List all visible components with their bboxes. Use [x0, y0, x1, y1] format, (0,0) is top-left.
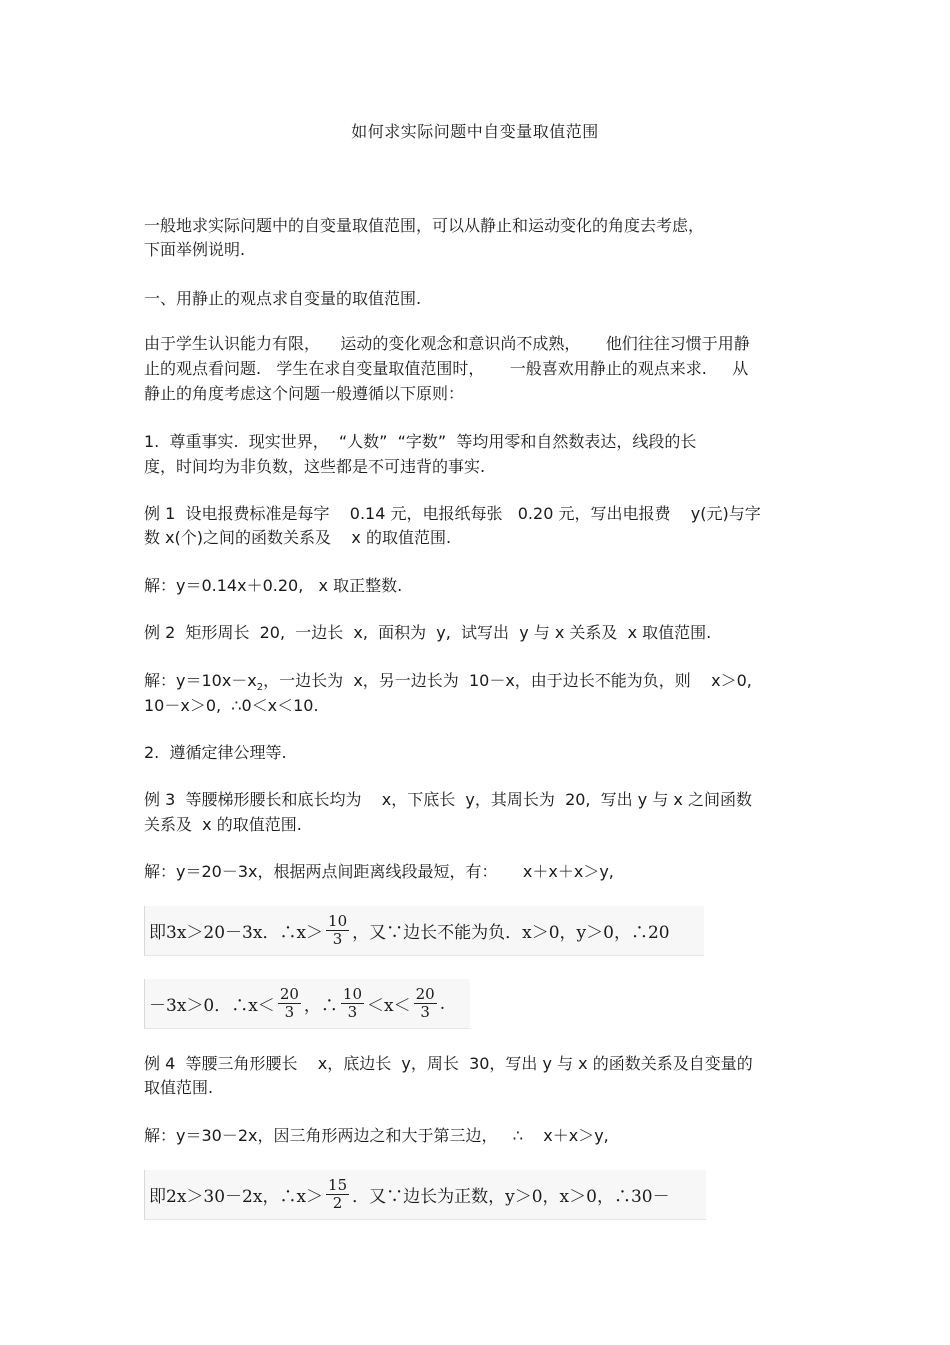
fraction-15-2: $\frac{15}{2}$ [328, 1176, 348, 1212]
math-image-2-text-b: ，∴ [303, 996, 338, 1016]
fraction-10-3-b: $\frac{10}{3}$ [342, 985, 362, 1021]
example2-solution-line-2: 10－x＞0, ∴0＜x＜10. [144, 696, 319, 715]
page-title: 如何求实际问题中自变量取值范围 [351, 122, 599, 141]
example1-line-1: 例 1 设电报费标准是每字 0.14 元，电报纸每张 0.20 元，写出电报费 y(元)与字 [144, 504, 761, 523]
section-heading-1: 一、用静止的观点求自变量的取值范围. [144, 289, 422, 308]
intro-line-2: 下面举例说明. [144, 240, 246, 259]
example2-line-1: 例 2 矩形周长 20, 一边长 x, 面积为 y, 试写出 y 与 x 关系及 x 取值范围. [144, 623, 712, 642]
fraction-20-3-b: $\frac{20}{3}$ [415, 985, 435, 1021]
example2-solution-line-1 [144, 671, 752, 698]
fraction-20-3: $\frac{20}{3}$ [279, 985, 299, 1021]
fraction-10-3: $\frac{10}{3}$ [328, 912, 348, 948]
superscript-exponent: 2 [256, 682, 264, 694]
math-image-3-text-a: 即2x＞30－2x，∴x＞ [149, 1187, 324, 1207]
example2-solution-part-a: 解：y＝10x－x [144, 671, 257, 690]
intro-line-1: 一般地求实际问题中的自变量取值范围，可以从静止和运动变化的角度去考虑， [144, 216, 705, 235]
example3-line-1: 例 3 等腰梯形腰长和底长均为 x，下底长 y，其周长为 20, 写出 y 与 x 之间函数 [144, 790, 752, 809]
section1-paragraph-line-3: 静止的角度考虑这个问题一般遵循以下原则： [144, 384, 465, 403]
example4-line-2: 取值范围. [144, 1078, 214, 1097]
math-image-2-text-c: ＜x＜ [367, 996, 411, 1016]
math-image-2-text-d: . [439, 993, 446, 1014]
example2-solution-part-b: ，一边长为 x，另一边长为 10－x，由于边长不能为负，则 x＞0, [263, 671, 752, 690]
math-image-3-text-b: ．又∵边长为正数，y＞0，x＞0，∴30－ [352, 1187, 670, 1207]
math-image-1-text-b: ，又∵边长不能为负．x＞0，y＞0，∴20 [352, 923, 670, 943]
example3-solution: 解：y＝20－3x，根据两点间距离线段最短，有： x＋x＋x＞y, [144, 862, 614, 881]
example4-line-1: 例 4 等腰三角形腰长 x，底边长 y，周长 30，写出 y 与 x 的函数关系及自变量的 [144, 1054, 753, 1073]
rule2-line-1: 2. 遵循定律公理等. [144, 743, 287, 762]
math-image-2-text-a: －3x＞0．∴x＜ [149, 996, 275, 1016]
example4-solution: 解：y＝30－2x，因三角形两边之和大于第三边， ∴ x＋x＞y, [144, 1126, 609, 1145]
rule1-line-1: 1. 尊重事实. 现实世界， “人数” “字数” 等均用零和自然数表达，线段的长 [144, 432, 697, 451]
example1-solution: 解：y＝0.14x＋0.20, x 取正整数. [144, 576, 403, 595]
example1-line-2: 数 x(个)之间的函数关系及 x 的取值范围. [144, 528, 452, 547]
math-image-1 [144, 906, 704, 956]
example3-line-2: 关系及 x 的取值范围. [144, 815, 302, 834]
section1-paragraph-line-1: 由于学生认识能力有限， 运动的变化观念和意识尚不成熟， 他们往往习惯于用静 [144, 334, 750, 353]
math-image-3 [144, 1170, 706, 1220]
math-image-1-text-a: 即3x＞20－3x．∴x＞ [149, 923, 324, 943]
section1-paragraph-line-2: 止的观点看问题. 学生在求自变量取值范围时， 一般喜欢用静止的观点来求. 从 [144, 359, 749, 378]
rule1-line-2: 度，时间均为非负数，这些都是不可违背的事实. [144, 457, 486, 476]
math-image-2 [144, 979, 470, 1029]
